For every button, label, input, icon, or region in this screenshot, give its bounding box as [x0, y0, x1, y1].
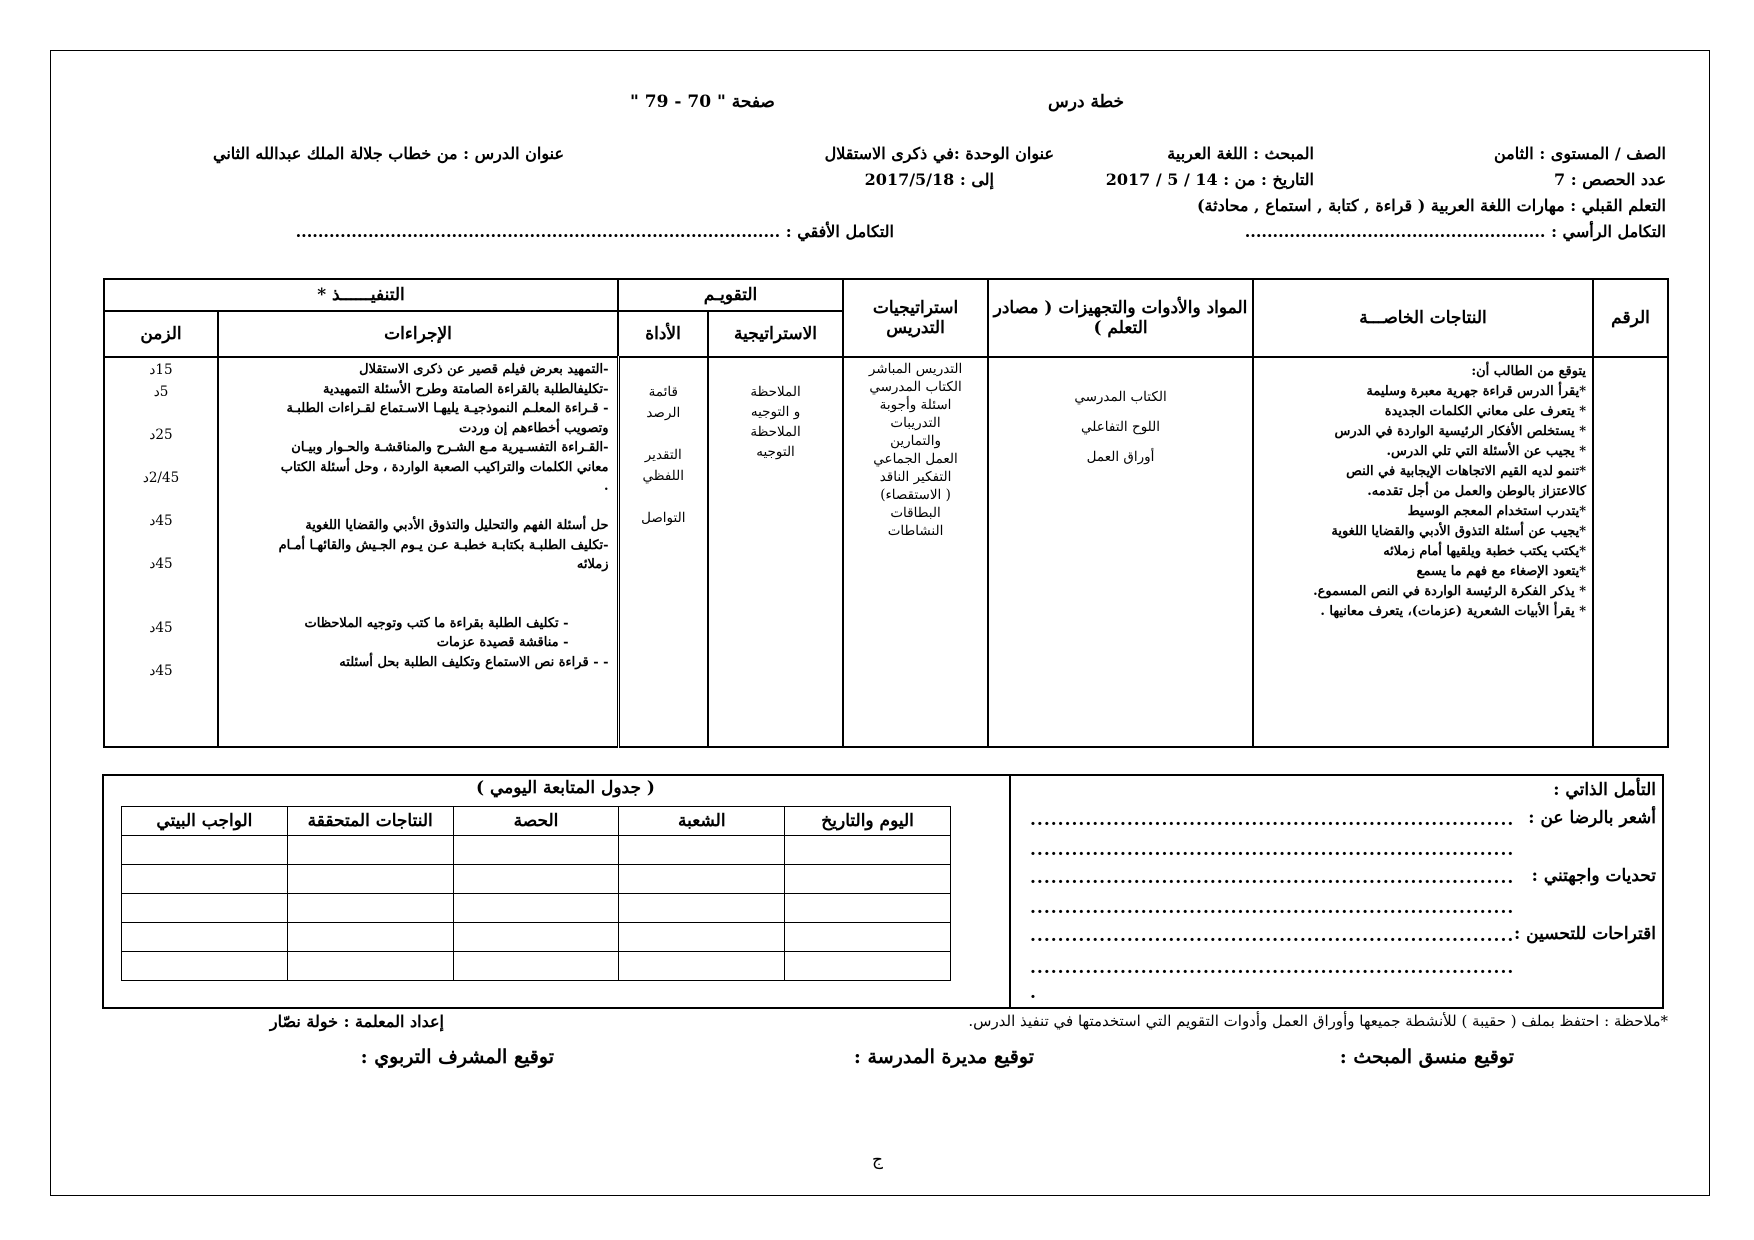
outcome-item: يتوقع من الطالب أن:	[1471, 364, 1587, 379]
procedure-item: -تكليفالطلبة بالقراءة الصامتة وطرح الأسئلة التمهيدية	[322, 381, 609, 397]
eval-strategy-item: الملاحظة	[750, 424, 801, 440]
time-item: 45د	[149, 512, 173, 529]
follow-cell[interactable]	[785, 894, 951, 923]
follow-col-homework: الواجب البيتي	[122, 807, 288, 836]
prior-learning: التعلم القبلي : مهارات اللغة العربية ( قراءة , كتابة , استماع , محادثة)	[1196, 196, 1666, 215]
follow-cell[interactable]	[287, 865, 453, 894]
eval-tool-item: اللفظي	[642, 468, 685, 484]
principal-signature: توقيع مديرة المدرسة :	[853, 1046, 1034, 1068]
outcome-item: * يجيب عن الأسئلة التي تلي الدرس.	[1386, 444, 1587, 459]
time-item: 45د	[149, 620, 173, 636]
eval-strategy-cell	[708, 357, 843, 747]
follow-up-table	[121, 806, 951, 981]
lesson-plan-table	[103, 278, 1669, 748]
footer-note: *ملاحظة : احتفظ بملف ( حقيبة ) للأنشطة جميعها وأوراق العمل وأدوات التقويم التي استخدمتها في تنفيذ الدرس.	[968, 1012, 1668, 1030]
reflection-suggestions-label: اقتراحات للتحسين :	[1513, 924, 1656, 944]
procedure-item: - قـراءة المعلـم النموذجيـة يليهـا الاسـتماع لقـراءات الطلبـة	[286, 401, 609, 416]
strategy-item: التدريبات	[890, 415, 941, 431]
reflection-line[interactable]: ......................................................................	[1030, 898, 1515, 918]
procedure-item: .	[603, 479, 609, 494]
follow-cell[interactable]	[453, 894, 619, 923]
outcomes-cell	[1253, 357, 1593, 747]
unit-title: عنوان الوحدة :في ذكرى الاستقلال	[824, 144, 1054, 163]
outcome-item: * يستخلص الأفكار الرئيسية الواردة في الدرس	[1334, 424, 1587, 439]
lesson-title: عنوان الدرس : من خطاب جلالة الملك عبدالله الثاني	[212, 144, 564, 163]
table-row	[122, 923, 951, 952]
strategy-item: التفكير الناقد	[879, 469, 952, 485]
date-to: إلى : 2017/5/18	[864, 170, 994, 189]
outcome-item: * يتعرف على معاني الكلمات الجديدة	[1384, 404, 1587, 419]
follow-cell[interactable]	[122, 836, 288, 865]
follow-col-day: اليوم والتاريخ	[785, 807, 951, 836]
follow-cell[interactable]	[619, 952, 785, 981]
follow-cell[interactable]	[619, 894, 785, 923]
follow-cell[interactable]	[453, 923, 619, 952]
time-item: 5د	[153, 383, 169, 400]
follow-cell[interactable]	[122, 865, 288, 894]
vertical-integration: التكامل الرأسي : ......................................................	[1244, 222, 1666, 241]
outcome-item: *يجيب عن أسئلة التذوق الأدبي والقضايا اللغوية	[1331, 524, 1587, 539]
procedure-item: معاني الكلمات والتراكيب الصعبة الواردة ، وحل أسئلة الكتاب	[280, 459, 609, 475]
follow-cell[interactable]	[122, 894, 288, 923]
eval-strategy-item: الملاحظة	[750, 384, 801, 400]
follow-cell[interactable]	[619, 923, 785, 952]
follow-cell[interactable]	[785, 865, 951, 894]
strategy-item: اسئلة وأجوبة	[879, 397, 952, 413]
follow-up-title: ( جدول المتابعة اليومي )	[476, 778, 655, 798]
outcome-item: * يذكر الفكرة الرئيسة الواردة في النص المسموع.	[1313, 584, 1587, 599]
col-eval-strategy-header: الاستراتيجية	[708, 311, 843, 357]
strategy-item: الكتاب المدرسي	[869, 379, 962, 395]
table-row	[122, 836, 951, 865]
subject: المبحث : اللغة العربية	[1167, 144, 1314, 163]
material-item: أوراق العمل	[1086, 449, 1155, 465]
strategies-cell	[843, 357, 988, 747]
follow-cell[interactable]	[122, 952, 288, 981]
strategy-item: البطاقات	[890, 505, 941, 521]
outcome-item: *تنمو لديه القيم الاتجاهات الإيجابية في النص	[1346, 464, 1587, 479]
procedure-item: - - قراءة نص الاستماع وتكليف الطلبة بحل أسئلته	[339, 654, 609, 670]
time-item: 15د	[149, 362, 173, 378]
follow-cell[interactable]	[287, 952, 453, 981]
col-evaluation-header: التقويـم	[618, 279, 843, 311]
col-number-header: الرقم	[1593, 279, 1668, 357]
time-item: 45د	[149, 555, 173, 572]
reflection-line[interactable]: ......................................................................	[1030, 840, 1515, 860]
reflection-challenges-label: تحديات واجهتني :	[1531, 866, 1656, 886]
eval-tool-item: الرصد	[646, 405, 681, 421]
col-execution-header: التنفيــــــذ *	[104, 279, 618, 311]
time-cell	[104, 357, 218, 747]
time-item: 25د	[149, 426, 173, 443]
col-materials-header: المواد والأدوات والتجهيزات ( مصادر التعلم )	[988, 279, 1253, 357]
procedure-item: -تكليف الطلبـة بكتابـة خطبـة عـن يـوم الجـيش والقائهـا أمـام	[278, 537, 609, 553]
table-row	[122, 894, 951, 923]
col-strategies-header: استراتيجيات التدريس	[843, 279, 988, 357]
reflection-line[interactable]: ......................................................................	[1030, 926, 1515, 946]
eval-strategy-item: و التوجيه	[750, 404, 801, 420]
table-row	[122, 865, 951, 894]
outcome-item: كالاعتزاز بالوطن والعمل من أجل تقدمه.	[1367, 484, 1587, 499]
page-title: خطة درس	[1048, 92, 1125, 112]
outcome-item: *يتعود الإصغاء مع فهم ما يسمع	[1416, 564, 1587, 579]
procedure-item: حل أسئلة الفهم والتحليل والتذوق الأدبي والقضايا اللغوية	[305, 518, 609, 533]
eval-tool-item: التواصل	[641, 510, 686, 526]
time-item: 2/45د	[142, 469, 180, 486]
material-item: اللوح التفاعلي	[1081, 419, 1161, 435]
col-eval-tool-header: الأداة	[618, 311, 708, 357]
reflection-title: التأمل الذاتي :	[1553, 780, 1656, 800]
outcome-item: *يكتب يكتب خطبة ويلقيها أمام زملائه	[1383, 544, 1587, 559]
number-cell	[1593, 357, 1668, 747]
eval-tool-cell	[618, 357, 708, 747]
follow-cell[interactable]	[287, 923, 453, 952]
reflection-end: .	[1030, 983, 1036, 1003]
reflection-satisfied-label: أشعر بالرضا عن :	[1528, 808, 1656, 828]
follow-cell[interactable]	[453, 836, 619, 865]
col-procedures-header: الإجراءات	[218, 311, 618, 357]
follow-col-period: الحصة	[453, 807, 619, 836]
follow-col-section: الشعبة	[619, 807, 785, 836]
reflection-line[interactable]: ......................................................................	[1030, 810, 1515, 830]
follow-cell[interactable]	[619, 836, 785, 865]
strategy-item: والتمارين	[890, 433, 941, 449]
eval-tool-item: التقدير	[644, 447, 682, 463]
eval-tool-item: قائمة	[648, 384, 678, 400]
outcome-item: *يقرأ الدرس قراءة جهرية معبرة وسليمة	[1366, 384, 1587, 399]
strategy-item: النشاطات	[887, 523, 944, 539]
procedure-item: وتصويب أخطاءهم إن وردت	[459, 420, 609, 436]
reflection-line[interactable]: ......................................................................	[1030, 958, 1515, 978]
page-range: صفحة " 70 - 79 "	[630, 92, 775, 112]
periods-count: عدد الحصص : 7	[1554, 170, 1666, 189]
follow-col-outcomes: النتاجات المتحققة	[287, 807, 453, 836]
prepared-by: إعداد المعلمة : خولة نصّار	[269, 1012, 444, 1031]
horizontal-integration: التكامل الأفقي : .......................................................................................	[295, 222, 894, 241]
material-item: الكتاب المدرسي	[1074, 389, 1167, 405]
supervisor-signature: توقيع المشرف التربوي :	[360, 1046, 554, 1068]
follow-cell[interactable]	[453, 952, 619, 981]
page-letter: ج	[872, 1150, 883, 1170]
table-row	[122, 952, 951, 981]
follow-cell[interactable]	[453, 865, 619, 894]
col-time-header: الزمن	[104, 311, 218, 357]
strategy-item: ( الاستقصاء)	[880, 487, 951, 503]
follow-cell[interactable]	[287, 894, 453, 923]
eval-strategy-item: التوجيه	[756, 444, 795, 460]
follow-cell[interactable]	[785, 952, 951, 981]
outcome-item: * يقرأ الأبيات الشعرية (عزمات)، يتعرف معانيها .	[1320, 604, 1587, 619]
coordinator-signature: توقيع منسق المبحث :	[1339, 1046, 1514, 1068]
materials-cell	[988, 357, 1253, 747]
grade-level: الصف / المستوى : الثامن	[1493, 144, 1666, 163]
col-outcomes-header: النتاجات الخاصـــة	[1253, 279, 1593, 357]
strategy-item: التدريس المباشر	[868, 361, 963, 377]
procedure-item: - مناقشة قصيدة عزمات	[436, 635, 569, 650]
section-divider	[1009, 776, 1011, 1007]
procedure-item: زملائه	[576, 557, 609, 572]
follow-cell[interactable]	[122, 923, 288, 952]
procedure-item: -القـراءة التفسـيرية مـع الشـرح والمناقشـة والحـوار وبيـان	[291, 440, 609, 455]
follow-cell[interactable]	[785, 923, 951, 952]
follow-cell[interactable]	[619, 865, 785, 894]
follow-cell[interactable]	[785, 836, 951, 865]
procedure-item: -التمهيد بعرض فيلم قصير عن ذكرى الاستقلال	[359, 362, 609, 377]
procedures-cell	[218, 357, 618, 747]
procedure-item: - تكليف الطلبة بقراءة ما كتب وتوجيه الملاحظات	[304, 615, 569, 631]
follow-cell[interactable]	[287, 836, 453, 865]
strategy-item: العمل الجماعي	[873, 451, 958, 467]
outcome-item: *يتدرب استخدام المعجم الوسيط	[1407, 504, 1587, 519]
reflection-line[interactable]: ......................................................................	[1030, 868, 1515, 888]
date-from: التاريخ : من : 14 / 5 / 2017	[1105, 170, 1314, 189]
time-item: 45د	[149, 663, 173, 679]
